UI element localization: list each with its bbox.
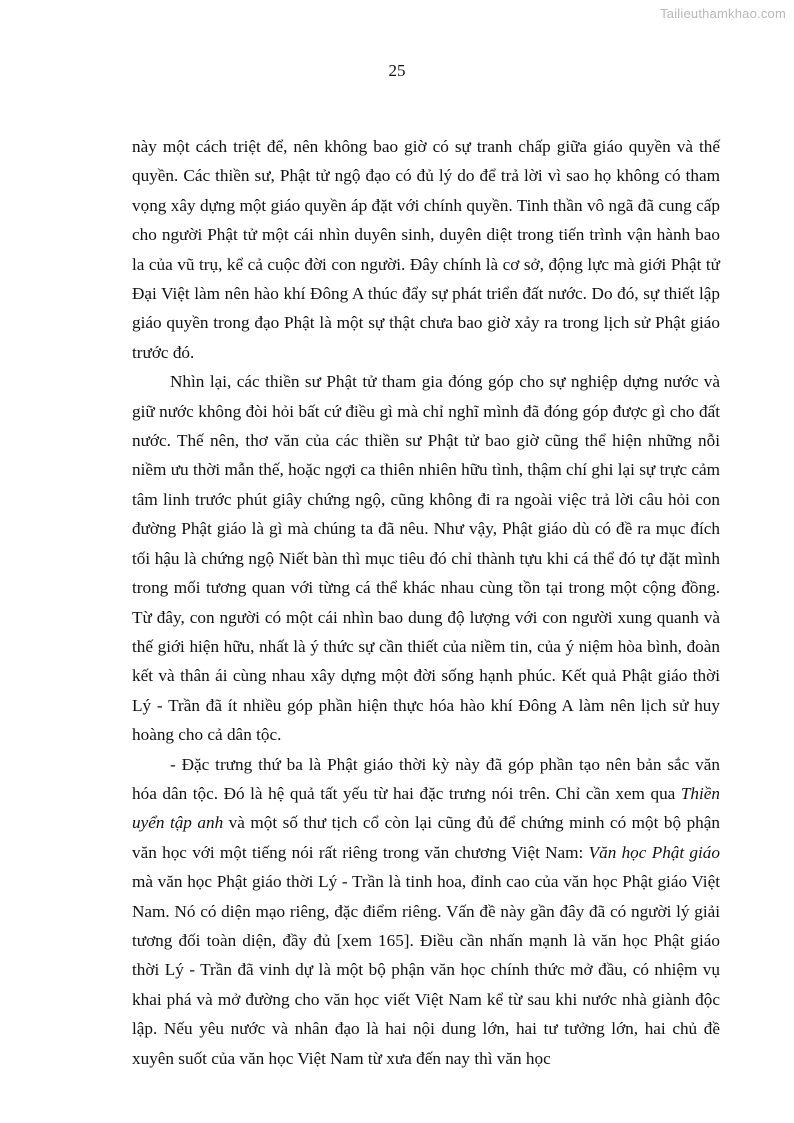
- page-number: 25: [388, 61, 406, 80]
- paragraph-3: [132, 750, 720, 1073]
- body-text: [132, 132, 720, 1073]
- book-title-thien-uyen: Thiền uyển tập anh: [132, 783, 720, 833]
- paragraph-1: [132, 132, 720, 367]
- paragraph-3-text-c: mà văn học Phật giáo thời Lý - Trần là tinh hoa, đỉnh cao của văn học Phật giáo Việt Nam. Nó có diện mạo riêng, đặc điểm riêng. Vấn đề này gần đây đã có người lý giải tương đối toàn diện, đầy đủ [xem 165]. Điều cần nhấn mạnh là văn học Phật giáo thời Lý - Trần đã vinh dự là một bộ phận văn học chính thức mở đầu, có nhiệm vụ khai phá và mở đường cho văn học viết Việt Nam kể từ sau khi nước nhà giành độc lập. Nếu yêu nước và nhân đạo là hai nội dung lớn, hai tư tưởng lớn, hai chủ đề xuyên suốt của văn học Việt Nam từ xưa đến nay thì văn học: [132, 872, 720, 1068]
- term-van-hoc-phat-giao: Văn học Phật giáo: [588, 842, 720, 862]
- paragraph-2: [132, 367, 720, 749]
- paragraph-3-text-a: - Đặc trưng thứ ba là Phật giáo thời kỳ này đã góp phần tạo nên bản sắc văn hóa dân tộc. Đó là hệ quả tất yếu từ hai đặc trưng nói trên. Chỉ cần xem qua: [132, 754, 720, 803]
- paragraph-3-text-b: và một số thư tịch cổ còn lại cũng đủ để chứng minh có một bộ phận văn học với một tiếng nói rất riêng trong văn chương Việt Nam:: [132, 813, 720, 862]
- watermark: Tailieuthamkhao.com: [660, 6, 786, 21]
- paragraph-2-text: Nhìn lại, các thiền sư Phật tử tham gia đóng góp cho sự nghiệp dựng nước và giữ nước không đòi hỏi bất cứ điều gì mà chỉ nghĩ mình đã đóng góp được gì cho đất nước. Thế nên, thơ văn của các thiền sư Phật tử bao giờ cũng thể hiện những nỗi niềm ưu thời mẫn thế, hoặc ngợi ca thiên nhiên hữu tình, thậm chí ghi lại sự trực cảm tâm linh trước phút giây chứng ngộ, cũng không đi ra ngoài việc trả lời câu hỏi con đường Phật giáo là gì mà chúng ta đã nêu. Như vậy, Phật giáo dù có đề ra mục đích tối hậu là chứng ngộ Niết bàn thì mục tiêu đó chỉ thành tựu khi cá thể đó tự đặt mình trong mối tương quan với từng cá thể khác nhau cùng tồn tại trong một cộng đồng. Từ đây, con người có một cái nhìn bao dung độ lượng với con người xung quanh và thế giới hiện hữu, nhất là ý thức sự cần thiết của niềm tin, của ý niệm hòa bình, đoàn kết và thân ái cùng nhau xây dựng một đời sống hạnh phúc. Kết quả Phật giáo thời Lý - Trần đã ít nhiều góp phần hiện thực hóa hào khí Đông A làm nên lịch sử huy hoàng cho cả dân tộc.: [132, 372, 720, 745]
- paragraph-1-text: này một cách triệt để, nên không bao giờ có sự tranh chấp giữa giáo quyền và thế quyền. Các thiền sư, Phật tử ngộ đạo có đủ lý do để trả lời vì sao họ không có tham vọng xây dựng một giáo quyền áp đặt với chính quyền. Tinh thần vô ngã đã cung cấp cho người Phật tử một cái nhìn duyên sinh, duyên diệt trong tiến trình vận hành bao la của vũ trụ, kể cả cuộc đời con người. Đây chính là cơ sở, động lực mà giới Phật tử Đại Việt làm nên hào khí Đông A thúc đẩy sự phát triển đất nước. Do đó, sự thiết lập giáo quyền trong đạo Phật là một sự thật chưa bao giờ xảy ra trong lịch sử Phật giáo trước đó.: [132, 137, 720, 362]
